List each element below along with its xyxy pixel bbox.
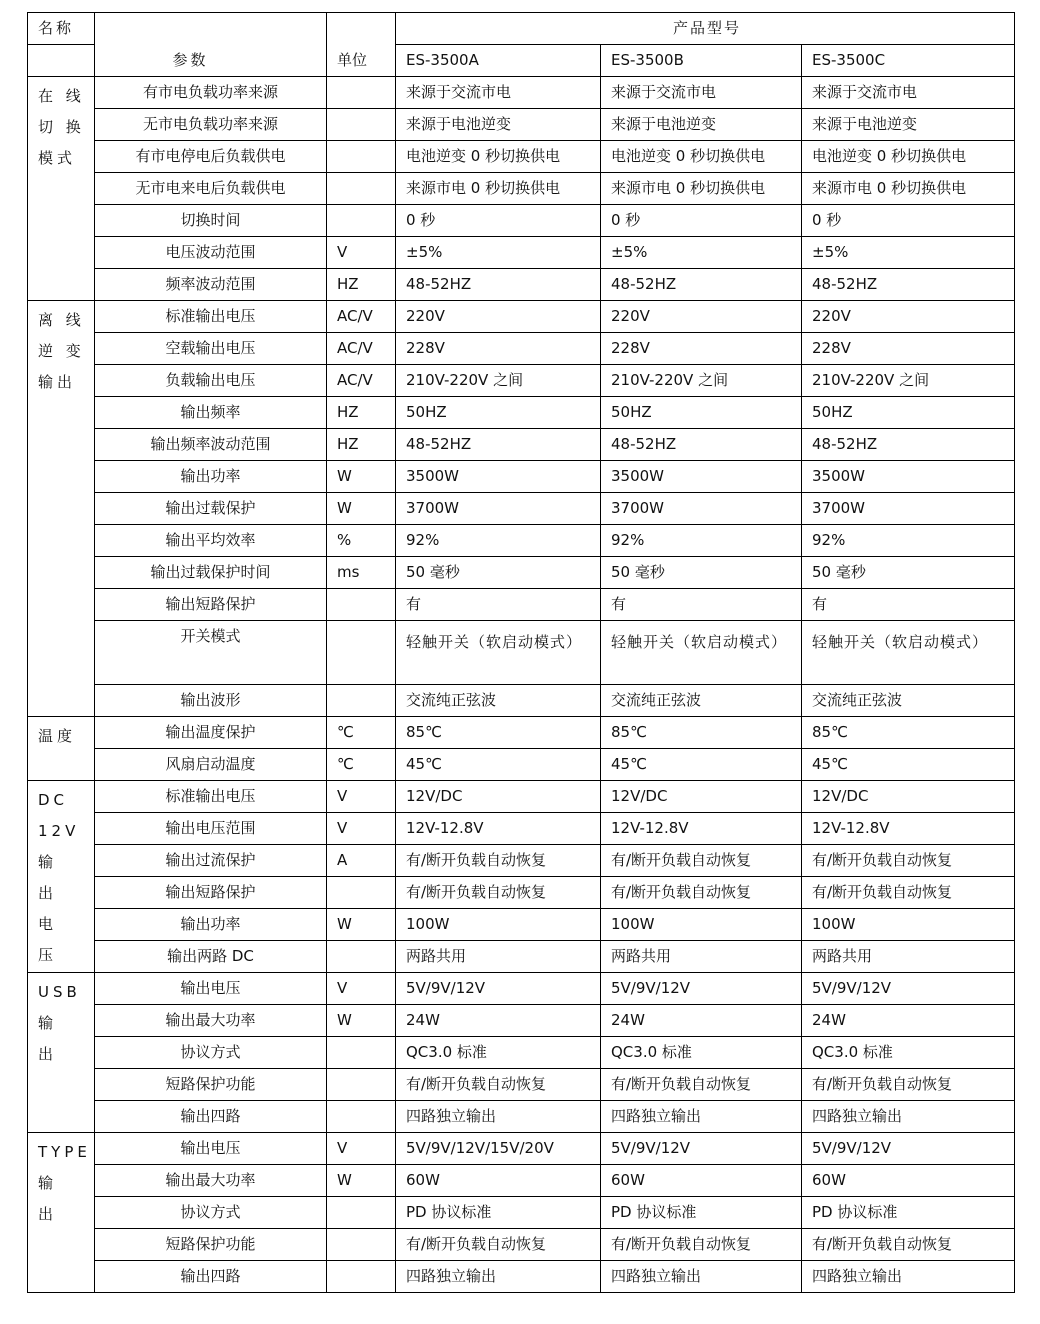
value-cell: 92% [802, 525, 1015, 557]
category-cell [28, 973, 95, 1133]
table-row [28, 749, 1015, 781]
unit-cell [327, 141, 396, 173]
value-cell: 有/断开负载自动恢复 [396, 1069, 601, 1101]
value-cell: 228V [802, 333, 1015, 365]
value-cell: 有/断开负载自动恢复 [802, 845, 1015, 877]
value-cell: 85℃ [396, 717, 601, 749]
value-cell: 有 [802, 589, 1015, 621]
value-cell: 四路独立输出 [601, 1261, 802, 1293]
param-cell: 短路保护功能 [95, 1069, 327, 1101]
value-cell: 48-52HZ [601, 269, 802, 301]
param-cell: 输出功率 [95, 461, 327, 493]
table-row [28, 493, 1015, 525]
table-row [28, 973, 1015, 1005]
unit-cell: ms [327, 557, 396, 589]
table-row [28, 525, 1015, 557]
value-cell: 两路共用 [396, 941, 601, 973]
value-cell: 45℃ [601, 749, 802, 781]
table-row [28, 237, 1015, 269]
value-cell: 60W [802, 1165, 1015, 1197]
value-cell: 5V/9V/12V/15V/20V [396, 1133, 601, 1165]
value-cell: 92% [396, 525, 601, 557]
table-row [28, 1005, 1015, 1037]
value-cell: 四路独立输出 [802, 1101, 1015, 1133]
table-row [28, 717, 1015, 749]
value-cell: 50 毫秒 [802, 557, 1015, 589]
table-row [28, 1197, 1015, 1229]
unit-cell [327, 1069, 396, 1101]
category-line: 出 [38, 884, 58, 902]
param-cell: 有市电停电后负载供电 [95, 141, 327, 173]
param-cell: 无市电来电后负载供电 [95, 173, 327, 205]
value-cell: 85℃ [601, 717, 802, 749]
param-cell: 输出短路保护 [95, 589, 327, 621]
value-cell: 来源于交流市电 [396, 77, 601, 109]
category-line: TYPE [38, 1143, 91, 1161]
value-cell: 100W [601, 909, 802, 941]
value-cell: QC3.0 标准 [802, 1037, 1015, 1069]
param-cell: 标准输出电压 [95, 301, 327, 333]
unit-cell [327, 589, 396, 621]
value-cell: QC3.0 标准 [396, 1037, 601, 1069]
table-row [28, 557, 1015, 589]
unit-cell: W [327, 1005, 396, 1037]
unit-header: 单位 [327, 13, 396, 77]
table-row [28, 621, 1015, 685]
value-cell: 轻触开关（软启动模式） [396, 621, 601, 685]
value-cell: 100W [396, 909, 601, 941]
value-cell: 50HZ [601, 397, 802, 429]
category-cell [28, 1133, 95, 1293]
spec-table [27, 12, 1015, 1293]
value-cell: 85℃ [802, 717, 1015, 749]
table-row [28, 205, 1015, 237]
category-line: 12V [38, 822, 80, 840]
value-cell: 两路共用 [601, 941, 802, 973]
param-cell: 输出电压范围 [95, 813, 327, 845]
param-cell: 开关模式 [95, 621, 327, 685]
unit-cell: A [327, 845, 396, 877]
value-cell: 有/断开负载自动恢复 [601, 1229, 802, 1261]
param-cell: 频率波动范围 [95, 269, 327, 301]
table-row [28, 941, 1015, 973]
table-row [28, 1229, 1015, 1261]
unit-cell: ℃ [327, 749, 396, 781]
unit-cell: V [327, 973, 396, 1005]
value-cell: PD 协议标准 [601, 1197, 802, 1229]
unit-cell: % [327, 525, 396, 557]
param-cell: 风扇启动温度 [95, 749, 327, 781]
model-header-a: ES-3500A [396, 45, 601, 77]
value-cell: 有/断开负载自动恢复 [396, 877, 601, 909]
category-line: 出 [38, 1045, 58, 1063]
param-cell: 输出短路保护 [95, 877, 327, 909]
value-cell: 有/断开负载自动恢复 [396, 845, 601, 877]
category-line: 离 线 [38, 311, 85, 329]
value-cell: 48-52HZ [802, 269, 1015, 301]
value-cell: PD 协议标准 [802, 1197, 1015, 1229]
category-line: USB [38, 983, 81, 1001]
header-row-1 [28, 13, 1015, 45]
value-cell: ±5% [396, 237, 601, 269]
param-cell: 输出四路 [95, 1261, 327, 1293]
value-cell: 来源于交流市电 [601, 77, 802, 109]
value-cell: 5V/9V/12V [601, 973, 802, 1005]
value-cell: 228V [601, 333, 802, 365]
category-line: 输出 [38, 373, 77, 391]
param-cell: 标准输出电压 [95, 781, 327, 813]
table-row [28, 461, 1015, 493]
table-row [28, 365, 1015, 397]
value-cell: 四路独立输出 [802, 1261, 1015, 1293]
param-cell: 短路保护功能 [95, 1229, 327, 1261]
unit-cell [327, 109, 396, 141]
value-cell: 来源市电 0 秒切换供电 [601, 173, 802, 205]
unit-cell: ℃ [327, 717, 396, 749]
value-cell: 12V-12.8V [802, 813, 1015, 845]
value-cell: 有/断开负载自动恢复 [802, 877, 1015, 909]
param-cell: 输出频率 [95, 397, 327, 429]
value-cell: 60W [396, 1165, 601, 1197]
unit-cell [327, 173, 396, 205]
unit-cell: HZ [327, 429, 396, 461]
param-cell: 无市电负载功率来源 [95, 109, 327, 141]
category-line: 输 [38, 1174, 58, 1192]
value-cell: 100W [802, 909, 1015, 941]
value-cell: 3700W [601, 493, 802, 525]
param-cell: 输出过载保护时间 [95, 557, 327, 589]
value-cell: 24W [802, 1005, 1015, 1037]
value-cell: 5V/9V/12V [601, 1133, 802, 1165]
value-cell: 0 秒 [802, 205, 1015, 237]
param-cell: 输出最大功率 [95, 1005, 327, 1037]
value-cell: 24W [601, 1005, 802, 1037]
value-cell: 210V-220V 之间 [601, 365, 802, 397]
table-row [28, 109, 1015, 141]
value-cell: 50 毫秒 [396, 557, 601, 589]
value-cell: 220V [601, 301, 802, 333]
value-cell: 电池逆变 0 秒切换供电 [802, 141, 1015, 173]
value-cell: 0 秒 [396, 205, 601, 237]
value-cell: ±5% [601, 237, 802, 269]
value-cell: 48-52HZ [396, 429, 601, 461]
value-cell: 来源于电池逆变 [396, 109, 601, 141]
value-cell: 有 [601, 589, 802, 621]
value-cell: 来源市电 0 秒切换供电 [396, 173, 601, 205]
value-cell: 3500W [396, 461, 601, 493]
value-cell: 3500W [601, 461, 802, 493]
unit-cell [327, 1101, 396, 1133]
value-cell: 交流纯正弦波 [802, 685, 1015, 717]
value-cell: 220V [396, 301, 601, 333]
value-cell: 有/断开负载自动恢复 [802, 1069, 1015, 1101]
unit-cell [327, 1037, 396, 1069]
category-cell [28, 781, 95, 973]
table-row [28, 1261, 1015, 1293]
category-cell [28, 77, 95, 301]
unit-cell [327, 877, 396, 909]
table-row [28, 845, 1015, 877]
value-cell: 电池逆变 0 秒切换供电 [601, 141, 802, 173]
name-header-blank [28, 45, 95, 77]
param-cell: 输出温度保护 [95, 717, 327, 749]
unit-cell: HZ [327, 269, 396, 301]
value-cell: 45℃ [396, 749, 601, 781]
value-cell: 四路独立输出 [396, 1261, 601, 1293]
category-line: 温度 [38, 727, 77, 745]
param-cell: 输出平均效率 [95, 525, 327, 557]
value-cell: 交流纯正弦波 [601, 685, 802, 717]
value-cell: 48-52HZ [601, 429, 802, 461]
category-line: 出 [38, 1205, 58, 1223]
value-cell: 12V/DC [396, 781, 601, 813]
value-cell: 有/断开负载自动恢复 [601, 877, 802, 909]
value-cell: 12V-12.8V [601, 813, 802, 845]
value-cell: 有/断开负载自动恢复 [802, 1229, 1015, 1261]
value-cell: 60W [601, 1165, 802, 1197]
category-line: 电 [38, 915, 58, 933]
value-cell: 3700W [802, 493, 1015, 525]
value-cell: ±5% [802, 237, 1015, 269]
param-cell: 负载输出电压 [95, 365, 327, 397]
param-cell: 输出电压 [95, 973, 327, 1005]
unit-cell [327, 1261, 396, 1293]
value-cell: 轻触开关（软启动模式） [802, 621, 1015, 685]
category-line: 模式 [38, 149, 77, 167]
value-cell: 24W [396, 1005, 601, 1037]
unit-cell: W [327, 909, 396, 941]
param-cell: 输出功率 [95, 909, 327, 941]
value-cell: 12V/DC [601, 781, 802, 813]
value-cell: PD 协议标准 [396, 1197, 601, 1229]
param-header: 参数 [95, 13, 327, 77]
value-cell: 来源于电池逆变 [601, 109, 802, 141]
value-cell: 210V-220V 之间 [802, 365, 1015, 397]
param-cell: 有市电负载功率来源 [95, 77, 327, 109]
value-cell: 220V [802, 301, 1015, 333]
value-cell: 48-52HZ [396, 269, 601, 301]
category-line: 逆 变 [38, 342, 85, 360]
value-cell: 48-52HZ [802, 429, 1015, 461]
unit-cell [327, 621, 396, 685]
table-row [28, 1101, 1015, 1133]
model-header-c: ES-3500C [802, 45, 1015, 77]
param-cell: 输出过载保护 [95, 493, 327, 525]
value-cell: 5V/9V/12V [802, 1133, 1015, 1165]
unit-cell [327, 685, 396, 717]
table-row [28, 589, 1015, 621]
param-cell: 输出电压 [95, 1133, 327, 1165]
param-cell: 输出波形 [95, 685, 327, 717]
unit-cell: W [327, 493, 396, 525]
table-row [28, 173, 1015, 205]
unit-cell [327, 1229, 396, 1261]
unit-cell [327, 1197, 396, 1229]
param-cell: 输出过流保护 [95, 845, 327, 877]
value-cell: 50HZ [802, 397, 1015, 429]
table-row [28, 781, 1015, 813]
param-cell: 输出最大功率 [95, 1165, 327, 1197]
unit-cell [327, 941, 396, 973]
table-row [28, 877, 1015, 909]
unit-cell: W [327, 461, 396, 493]
value-cell: 有/断开负载自动恢复 [601, 1069, 802, 1101]
unit-cell: V [327, 237, 396, 269]
category-line: 输 [38, 853, 58, 871]
table-row [28, 269, 1015, 301]
unit-cell: AC/V [327, 365, 396, 397]
value-cell: 50 毫秒 [601, 557, 802, 589]
product-model-header: 产品型号 [396, 13, 1015, 45]
value-cell: QC3.0 标准 [601, 1037, 802, 1069]
value-cell: 轻触开关（软启动模式） [601, 621, 802, 685]
value-cell: 四路独立输出 [396, 1101, 601, 1133]
table-row [28, 77, 1015, 109]
unit-cell: V [327, 813, 396, 845]
value-cell: 45℃ [802, 749, 1015, 781]
value-cell: 交流纯正弦波 [396, 685, 601, 717]
param-cell: 输出两路 DC [95, 941, 327, 973]
category-cell [28, 301, 95, 717]
value-cell: 0 秒 [601, 205, 802, 237]
param-cell: 切换时间 [95, 205, 327, 237]
value-cell: 有/断开负载自动恢复 [601, 845, 802, 877]
value-cell: 有 [396, 589, 601, 621]
table-row [28, 1037, 1015, 1069]
value-cell: 210V-220V 之间 [396, 365, 601, 397]
name-header: 名称 [28, 13, 95, 45]
table-row [28, 685, 1015, 717]
value-cell: 228V [396, 333, 601, 365]
unit-cell [327, 205, 396, 237]
value-cell: 12V/DC [802, 781, 1015, 813]
param-cell: 输出频率波动范围 [95, 429, 327, 461]
category-line: 在 线 [38, 87, 85, 105]
category-line: 切 换 [38, 118, 85, 136]
value-cell: 50HZ [396, 397, 601, 429]
unit-cell: AC/V [327, 333, 396, 365]
value-cell: 来源市电 0 秒切换供电 [802, 173, 1015, 205]
param-cell: 协议方式 [95, 1197, 327, 1229]
model-header-b: ES-3500B [601, 45, 802, 77]
value-cell: 12V-12.8V [396, 813, 601, 845]
param-cell: 电压波动范围 [95, 237, 327, 269]
value-cell: 有/断开负载自动恢复 [396, 1229, 601, 1261]
table-row [28, 1165, 1015, 1197]
unit-cell: W [327, 1165, 396, 1197]
value-cell: 5V/9V/12V [396, 973, 601, 1005]
table-row [28, 1133, 1015, 1165]
unit-cell: V [327, 781, 396, 813]
table-row [28, 301, 1015, 333]
unit-cell: HZ [327, 397, 396, 429]
param-cell: 输出四路 [95, 1101, 327, 1133]
category-cell [28, 717, 95, 781]
unit-cell [327, 77, 396, 109]
value-cell: 电池逆变 0 秒切换供电 [396, 141, 601, 173]
table-row [28, 333, 1015, 365]
category-line: DC [38, 791, 69, 809]
category-line: 压 [38, 946, 58, 964]
value-cell: 3500W [802, 461, 1015, 493]
table-row [28, 1069, 1015, 1101]
param-cell: 协议方式 [95, 1037, 327, 1069]
value-cell: 四路独立输出 [601, 1101, 802, 1133]
value-cell: 92% [601, 525, 802, 557]
value-cell: 两路共用 [802, 941, 1015, 973]
table-row [28, 397, 1015, 429]
value-cell: 5V/9V/12V [802, 973, 1015, 1005]
table-row [28, 909, 1015, 941]
table-row [28, 141, 1015, 173]
value-cell: 3700W [396, 493, 601, 525]
value-cell: 来源于电池逆变 [802, 109, 1015, 141]
value-cell: 来源于交流市电 [802, 77, 1015, 109]
table-row [28, 813, 1015, 845]
unit-cell: V [327, 1133, 396, 1165]
param-cell: 空载输出电压 [95, 333, 327, 365]
category-line: 输 [38, 1014, 58, 1032]
table-row [28, 429, 1015, 461]
unit-cell: AC/V [327, 301, 396, 333]
